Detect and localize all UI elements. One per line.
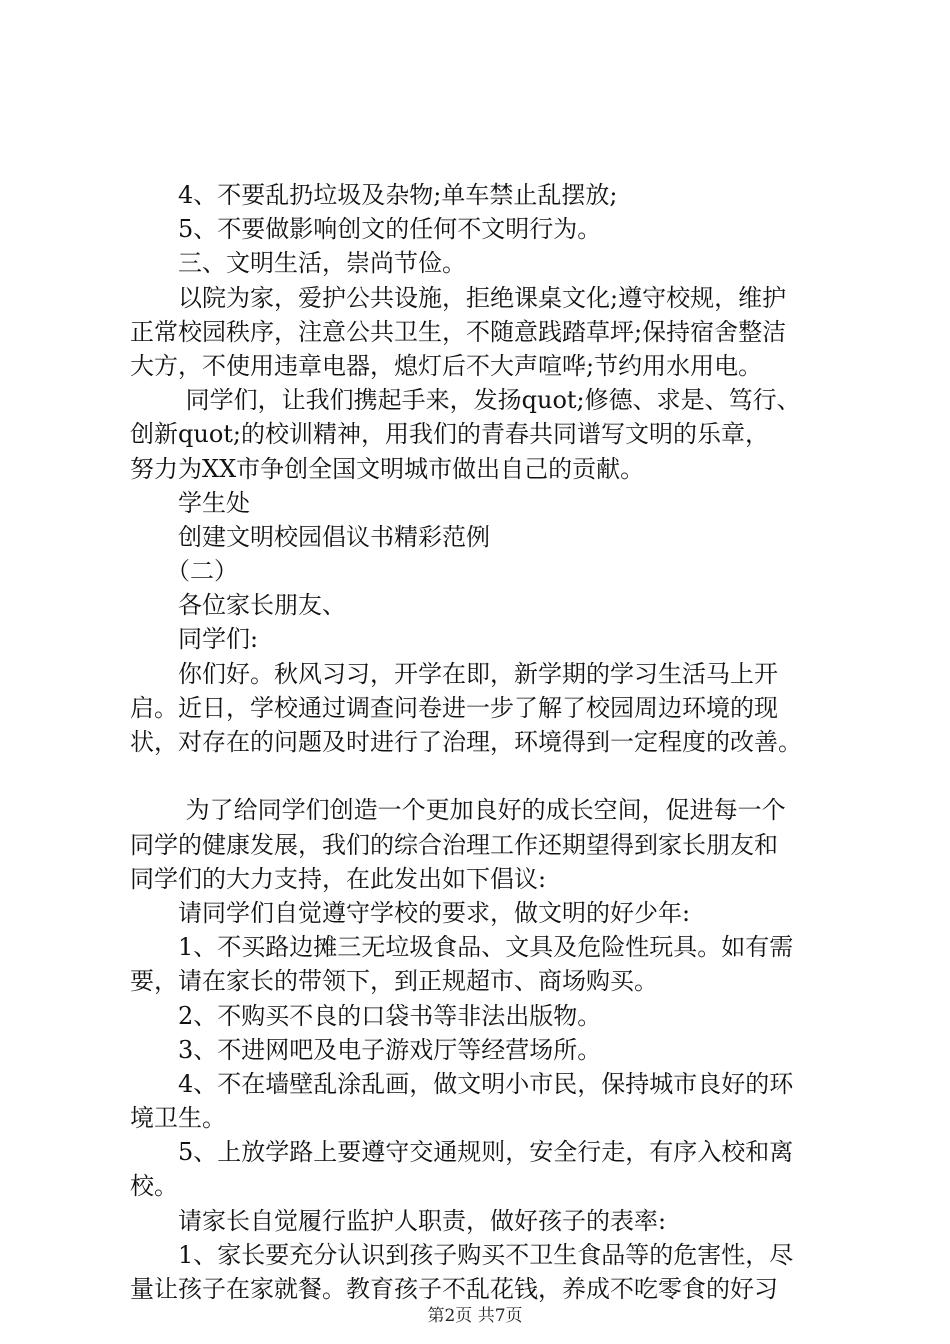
- text-line: 请家长自觉履行监护人职责，做好孩子的表率:: [130, 1206, 667, 1235]
- text-line: 同学们:: [130, 625, 259, 654]
- text-line: 1、家长要充分认识到孩子购买不卫生食品等的危害性，尽: [130, 1240, 794, 1269]
- text-line: 你们好。秋风习习，开学在即，新学期的学习生活马上开: [130, 659, 778, 688]
- document-body: [130, 178, 832, 1306]
- text-line: 创建文明校园倡议书精彩范例: [130, 522, 490, 551]
- text-line: 请同学们自觉遵守学校的要求，做文明的好少年:: [130, 898, 691, 927]
- text-line: 启。近日，学校通过调查问卷进一步了解了校园周边环境的现: [130, 693, 778, 722]
- text-line: 以院为家，爱护公共设施，拒绝课桌文化;遵守校规，维护: [130, 283, 787, 312]
- text-line: 4、不在墙壁乱涂乱画，做文明小市民，保持城市良好的环: [130, 1069, 794, 1098]
- text-line: 量让孩子在家就餐。教育孩子不乱花钱，养成不吃零食的好习: [130, 1275, 778, 1303]
- text-line: 大方，不使用违章电器，熄灯后不大声喧哗;节约用水用电。: [130, 351, 763, 380]
- text-line: 正常校园秩序，注意公共卫生，不随意践踏草坪;保持宿舍整洁: [130, 317, 787, 346]
- text-line: 2、不购买不良的口袋书等非法出版物。: [130, 1001, 602, 1030]
- text-line: 1、不买路边摊三无垃圾食品、文具及危险性玩具。如有需: [130, 933, 794, 962]
- text-line: 学生处: [130, 488, 250, 517]
- text-line: 同学的健康发展，我们的综合治理工作还期望得到家长朋友和: [130, 830, 778, 859]
- page-number-footer: 第2页 共7页: [427, 1306, 523, 1326]
- text-line: 5、不要做影响创文的任何不文明行为。: [130, 215, 602, 244]
- text-line: 4、不要乱扔垃圾及杂物;单车禁止乱摆放;: [130, 181, 618, 209]
- text-line: 状，对存在的问题及时进行了治理，环境得到一定程度的改善。: [130, 728, 802, 756]
- text-line: 为了给同学们创造一个更加良好的成长空间，促进每一个: [130, 796, 786, 825]
- text-line: 境卫生。: [130, 1104, 226, 1133]
- text-line: 努力为XX市争创全国文明城市做出自己的贡献。: [130, 454, 645, 483]
- text-line: 3、不进网吧及电子游戏厅等经营场所。: [130, 1035, 602, 1064]
- blank-line: [130, 759, 832, 793]
- text-line: 创新quot;的校训精神，用我们的青春共同谱写文明的乐章，: [130, 420, 769, 449]
- text-line: 同学们，让我们携起手来，发扬quot;修德、求是、笃行、: [130, 386, 801, 415]
- text-line: 5、上放学路上要遵守交通规则，安全行走，有序入校和离: [130, 1138, 794, 1167]
- text-line: （二）: [130, 557, 238, 586]
- text-line: 同学们的大力支持，在此发出如下倡议:: [130, 864, 547, 893]
- text-line: 要，请在家长的带领下，到正规超市、商场购买。: [130, 967, 658, 996]
- text-line: 校。: [130, 1172, 178, 1201]
- text-line: 各位家长朋友、: [130, 591, 346, 620]
- text-line: 三、文明生活，崇尚节俭。: [130, 249, 466, 278]
